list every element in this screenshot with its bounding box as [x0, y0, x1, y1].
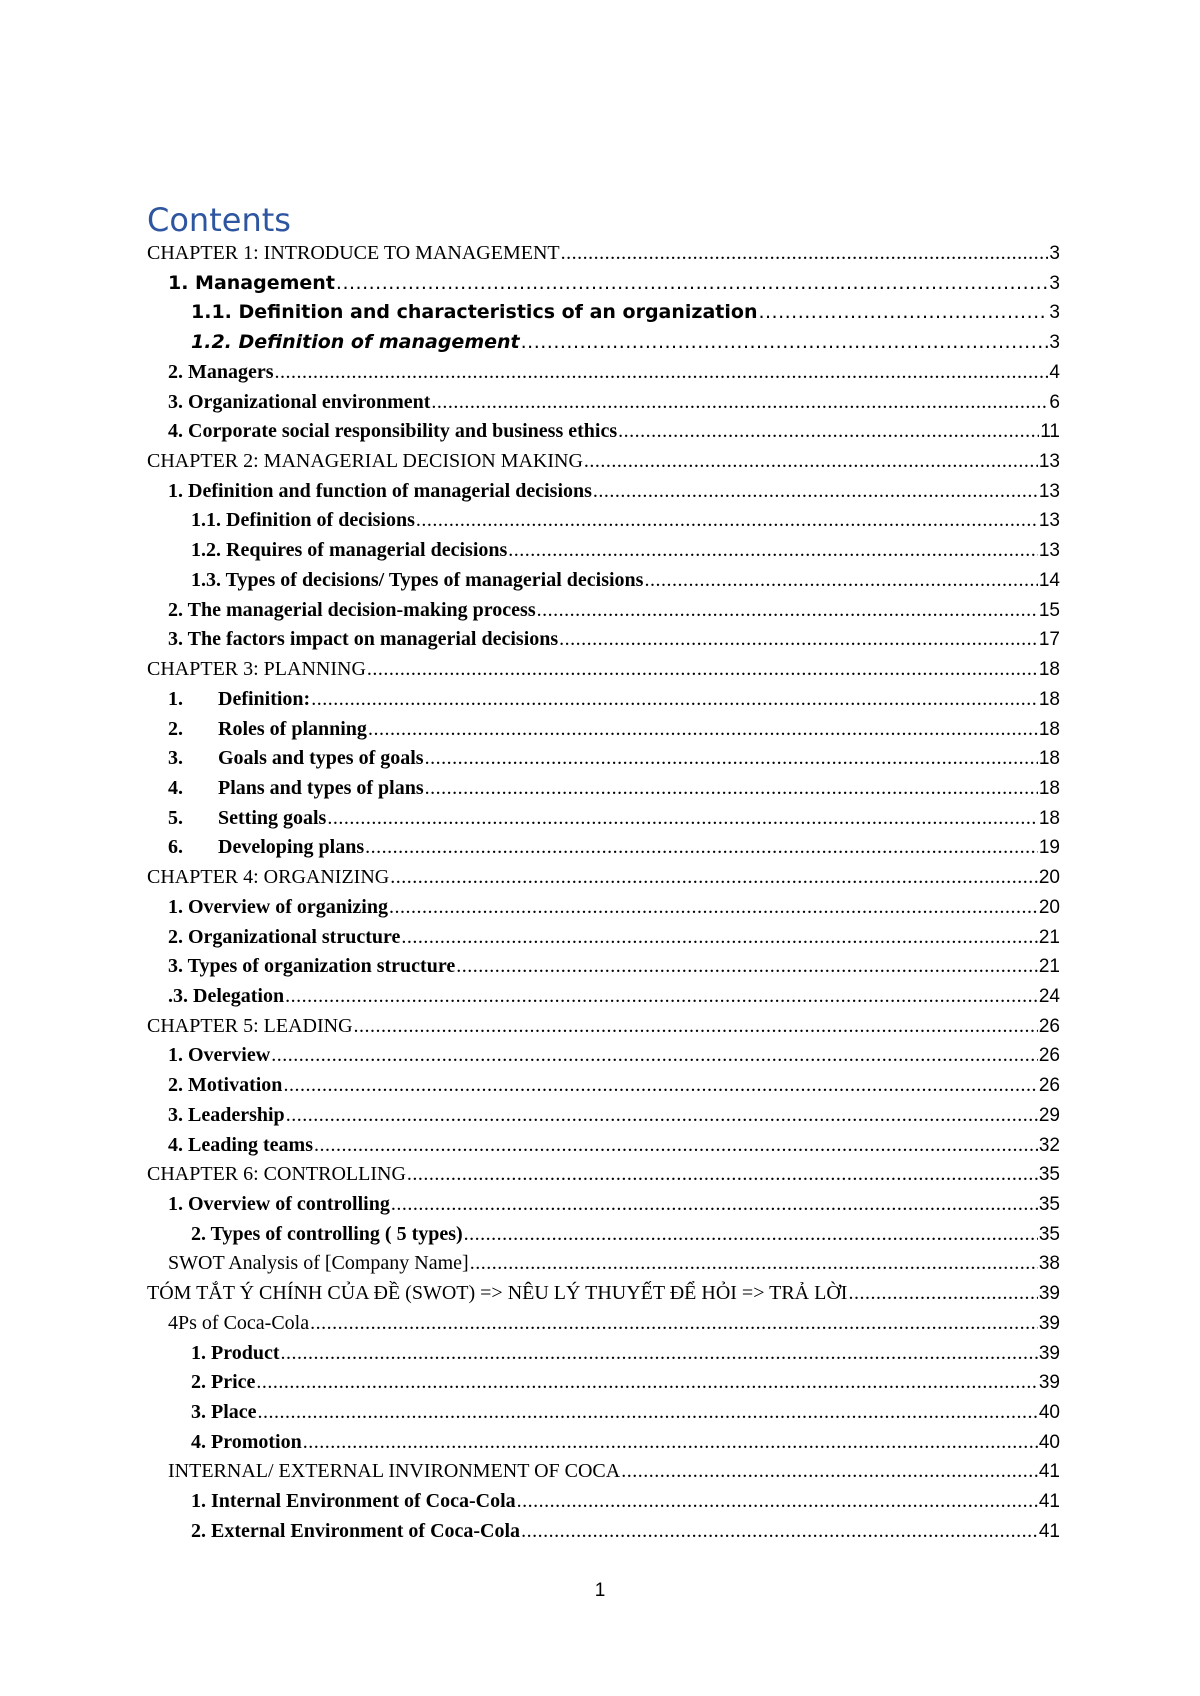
toc-entry-number: 3. [168, 747, 183, 770]
toc-entry-label: 1. Overview of controlling [168, 1193, 390, 1215]
dot-leader [561, 242, 1049, 265]
toc-entry-page: 18 [1038, 659, 1060, 681]
toc-entry-label: 1. Internal Environment of Coca-Cola [191, 1490, 516, 1513]
dot-leader [310, 1312, 1038, 1335]
toc-entry-label: 2. Organizational structure [168, 925, 401, 948]
toc-entry-label: 4. Leading teams [168, 1133, 313, 1156]
toc-entry-label: Developing plans [218, 836, 365, 859]
toc-entry-page: 40 [1038, 1431, 1060, 1453]
toc-entry-page: 41 [1038, 1520, 1060, 1542]
toc-entry[interactable] [147, 628, 1060, 658]
toc-entry[interactable] [147, 747, 1060, 777]
dot-leader [271, 1044, 1038, 1067]
dot-leader [416, 509, 1038, 532]
toc-entry[interactable] [147, 1401, 1060, 1431]
dot-leader [327, 807, 1038, 830]
toc-entry-page: 24 [1038, 985, 1060, 1007]
dot-leader [367, 658, 1038, 681]
toc-entry-label: 1. Product [191, 1341, 280, 1364]
toc-entry[interactable] [147, 688, 1060, 718]
toc-entry-page: 21 [1038, 956, 1060, 978]
toc-entry-label: 1.1. Definition of decisions [191, 509, 415, 532]
toc-entry-label: CHAPTER 1: INTRODUCE TO MANAGEMENT [147, 242, 560, 264]
toc-entry-page: 26 [1038, 1015, 1060, 1037]
toc-entry-page: 40 [1038, 1402, 1060, 1424]
toc-entry[interactable] [147, 1431, 1060, 1461]
toc-entry[interactable] [147, 1193, 1060, 1223]
dot-leader [407, 1163, 1038, 1186]
table-of-contents [147, 242, 1060, 1550]
toc-entry-page: 35 [1038, 1223, 1060, 1245]
toc-entry-label: 1.1. Definition and characteristics of an organization [191, 301, 758, 324]
dot-leader [517, 1490, 1038, 1513]
toc-entry-page: 41 [1038, 1491, 1060, 1513]
toc-entry[interactable] [147, 718, 1060, 748]
toc-entry-page: 11 [1040, 421, 1060, 443]
toc-entry[interactable] [147, 331, 1060, 361]
toc-entry-label: 3. The factors impact on managerial decisions [168, 628, 559, 651]
toc-entry-page: 39 [1038, 1283, 1060, 1305]
toc-entry-page: 21 [1038, 926, 1060, 948]
toc-entry-page: 29 [1038, 1104, 1060, 1126]
toc-entry-label: 1. Overview of organizing [168, 895, 388, 918]
toc-entry[interactable] [147, 509, 1060, 539]
toc-entry[interactable] [147, 896, 1060, 926]
dot-leader [508, 539, 1038, 562]
dot-leader [758, 301, 1048, 323]
toc-entry-page: 15 [1038, 599, 1060, 621]
dot-leader [464, 1223, 1038, 1246]
toc-entry[interactable] [147, 658, 1060, 688]
toc-entry-page: 35 [1038, 1164, 1060, 1186]
toc-entry-label: 2. External Environment of Coca-Cola [191, 1519, 521, 1542]
dot-leader [425, 747, 1038, 770]
toc-entry-label: Roles of planning [218, 717, 367, 740]
dot-leader [286, 1104, 1038, 1127]
dot-leader [425, 777, 1038, 800]
toc-entry[interactable] [147, 1371, 1060, 1401]
toc-entry-label: INTERNAL/ EXTERNAL INVIRONMENT OF COCA [168, 1460, 621, 1483]
toc-entry-label: CHAPTER 4: ORGANIZING [147, 866, 390, 889]
dot-leader [584, 450, 1038, 473]
toc-entry-page: 13 [1038, 540, 1060, 562]
toc-entry[interactable] [147, 1134, 1060, 1164]
dot-leader [431, 391, 1048, 414]
toc-entry-label: 1. Overview [168, 1044, 271, 1067]
dot-leader [314, 1134, 1038, 1157]
toc-entry[interactable] [147, 242, 1060, 272]
toc-entry-label: 3. Leadership [168, 1103, 285, 1126]
toc-entry-label: SWOT Analysis of [Company Name] [168, 1252, 469, 1275]
toc-entry[interactable] [147, 301, 1060, 331]
dot-leader [521, 1520, 1038, 1543]
dot-leader [401, 926, 1037, 949]
toc-entry-label: Goals and types of goals [218, 747, 424, 770]
dot-leader [621, 1460, 1038, 1483]
toc-entry[interactable] [147, 391, 1060, 421]
dot-leader [256, 1371, 1037, 1394]
toc-entry[interactable] [147, 985, 1060, 1015]
toc-entry-page: 39 [1038, 1342, 1060, 1364]
toc-entry-label: 1.2. Requires of managerial decisions [191, 539, 508, 562]
dot-leader [336, 272, 1049, 294]
toc-entry-label: Definition: [218, 687, 311, 710]
dot-leader [618, 420, 1039, 443]
toc-entry-label: CHAPTER 3: PLANNING [147, 658, 366, 681]
toc-entry-number: 2. [168, 717, 183, 740]
toc-entry-page: 13 [1038, 510, 1060, 532]
toc-entry[interactable] [147, 1074, 1060, 1104]
toc-entry-page: 35 [1038, 1194, 1060, 1215]
toc-entry[interactable] [147, 1044, 1060, 1074]
toc-entry-label: 2. Motivation [168, 1074, 283, 1097]
toc-entry-label: 1.3. Types of decisions/ Types of managerial decisions [191, 568, 644, 591]
toc-entry-label: 4Ps of Coca-Cola [168, 1311, 310, 1334]
toc-entry-page: 19 [1038, 837, 1060, 859]
toc-entry[interactable] [147, 1342, 1060, 1372]
toc-entry-page: 13 [1038, 480, 1060, 502]
dot-leader [537, 599, 1038, 622]
toc-entry[interactable] [147, 1104, 1060, 1134]
toc-entry-page: 20 [1038, 896, 1060, 918]
toc-entry-label: 1.2. Definition of management [191, 331, 520, 354]
toc-entry[interactable] [147, 955, 1060, 985]
toc-entry-label: 3. Organizational environment [168, 390, 431, 413]
toc-entry-label: TÓM TẮT Ý CHÍNH CỦA ĐỀ (SWOT) => NÊU LÝ THUYẾT ĐỂ HỎI => TRẢ LỜI [147, 1282, 848, 1305]
page-number: 1 [594, 1580, 606, 1601]
toc-entry[interactable] [147, 1312, 1060, 1342]
toc-entry-page: 17 [1038, 629, 1060, 651]
dot-leader [303, 1431, 1038, 1454]
dot-leader [354, 1015, 1038, 1038]
toc-entry-number: 1. [168, 687, 183, 710]
toc-entry-page: 3 [1049, 272, 1060, 294]
toc-entry[interactable] [147, 420, 1060, 450]
toc-entry-label: 2. Price [191, 1371, 256, 1394]
dot-leader [848, 1282, 1037, 1305]
toc-entry-page: 39 [1038, 1372, 1060, 1394]
dot-leader [285, 985, 1038, 1008]
toc-entry-label: 4. Corporate social responsibility and business ethics [168, 420, 618, 443]
toc-entry[interactable] [147, 866, 1060, 896]
toc-entry-page: 32 [1038, 1134, 1060, 1156]
toc-entry-page: 13 [1038, 451, 1060, 473]
toc-entry-page: 3 [1049, 332, 1060, 354]
dot-leader [559, 628, 1038, 651]
dot-leader [521, 331, 1049, 353]
toc-entry[interactable] [147, 777, 1060, 807]
dot-leader [365, 836, 1038, 859]
toc-entry-page: 26 [1038, 1045, 1060, 1067]
dot-leader [311, 688, 1038, 711]
dot-leader [456, 955, 1038, 978]
toc-entry-label: 2. Managers [168, 360, 274, 383]
toc-entry-page: 18 [1038, 718, 1060, 740]
toc-entry[interactable] [147, 1163, 1060, 1193]
toc-entry-page: 3 [1049, 302, 1060, 324]
toc-entry-page: 4 [1049, 361, 1060, 383]
toc-entry-label: CHAPTER 2: MANAGERIAL DECISION MAKING [147, 450, 583, 473]
toc-entry[interactable] [147, 599, 1060, 629]
dot-leader [283, 1074, 1037, 1097]
dot-leader [281, 1342, 1038, 1365]
dot-leader [644, 569, 1037, 592]
toc-entry-number: 5. [168, 806, 183, 829]
toc-entry-label: Plans and types of plans [218, 776, 424, 799]
toc-entry[interactable] [147, 361, 1060, 391]
dot-leader [593, 480, 1038, 503]
toc-entry-page: 18 [1038, 777, 1060, 799]
toc-heading: Contents [147, 201, 291, 239]
toc-entry-label: 2. The managerial decision-making process [168, 598, 536, 621]
toc-entry-label: 4. Promotion [191, 1430, 302, 1453]
toc-entry[interactable] [147, 1223, 1060, 1253]
toc-entry-number: 6. [168, 836, 183, 859]
dot-leader [275, 361, 1049, 384]
toc-entry[interactable] [147, 1520, 1060, 1550]
toc-entry-page: 18 [1038, 688, 1060, 710]
toc-entry-label: 1. Management [168, 271, 335, 294]
toc-entry-label: CHAPTER 5: LEADING [147, 1014, 353, 1037]
toc-entry-page: 18 [1038, 748, 1060, 770]
toc-entry-label: 1. Definition and function of managerial decisions [168, 479, 592, 502]
dot-leader [470, 1252, 1038, 1275]
toc-entry-label: 3. Types of organization structure [168, 955, 456, 978]
toc-entry[interactable] [147, 1282, 1060, 1312]
toc-entry-number: 4. [168, 776, 183, 799]
toc-entry-page: 26 [1038, 1075, 1060, 1097]
toc-entry-page: 20 [1038, 867, 1060, 889]
toc-entry-label: CHAPTER 6: CONTROLLING [147, 1163, 406, 1186]
dot-leader [368, 718, 1038, 741]
toc-entry[interactable] [147, 450, 1060, 480]
toc-entry[interactable] [147, 1460, 1060, 1490]
dot-leader [391, 1193, 1038, 1216]
toc-entry[interactable] [147, 807, 1060, 837]
toc-entry[interactable] [147, 1490, 1060, 1520]
dot-leader [390, 866, 1038, 889]
toc-entry[interactable] [147, 836, 1060, 866]
toc-entry-page: 3 [1049, 243, 1060, 264]
toc-entry-page: 39 [1038, 1312, 1060, 1334]
toc-entry-page: 18 [1038, 807, 1060, 829]
toc-entry[interactable] [147, 1015, 1060, 1045]
toc-entry-label: 3. Place [191, 1401, 257, 1424]
toc-entry-page: 41 [1038, 1461, 1060, 1483]
toc-entry[interactable] [147, 539, 1060, 569]
toc-entry-label: Setting goals [218, 806, 327, 829]
toc-entry[interactable] [147, 926, 1060, 956]
toc-entry-page: 38 [1038, 1253, 1060, 1275]
dot-leader [389, 896, 1038, 919]
toc-entry-page: 6 [1049, 391, 1060, 413]
dot-leader [258, 1401, 1038, 1424]
toc-entry-label: 2. Types of controlling ( 5 types) [191, 1222, 463, 1245]
toc-entry[interactable] [147, 272, 1060, 302]
toc-entry[interactable] [147, 569, 1060, 599]
toc-entry[interactable] [147, 1252, 1060, 1282]
toc-entry[interactable] [147, 480, 1060, 510]
toc-entry-page: 14 [1038, 569, 1060, 591]
toc-entry-label: .3. Delegation [168, 984, 285, 1007]
